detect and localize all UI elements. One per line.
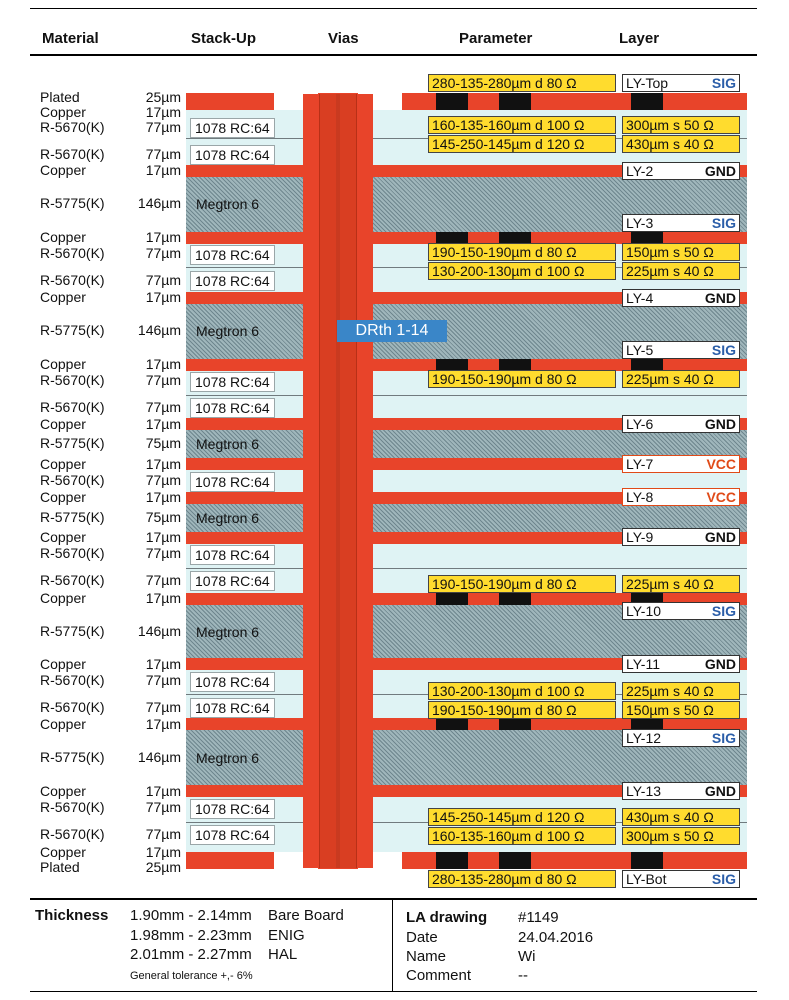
param-single: 430µm s 40 Ω [622,808,740,826]
thickness-label: 17µm [145,844,181,860]
material-label: R-5670(K) [40,399,105,415]
thickness-label: 146µm [137,322,181,338]
param-differential: 190-150-190µm d 80 Ω [428,370,616,388]
layer-name: LY-6 [626,416,654,432]
thickness-label: 17µm [145,590,181,606]
layer-type: GND [704,783,736,799]
trace-pad [436,852,468,869]
date-value: 24.04.2016 [518,929,594,946]
layer-type: GND [704,529,736,545]
param-differential: 280-135-280µm d 80 Ω [428,74,616,92]
thickness-label: 75µm [145,509,181,525]
core-label: Megtron 6 [196,510,260,526]
material-label: R-5670(K) [40,545,105,561]
thickness-label: 17µm [145,289,181,305]
trace-pad [436,593,468,605]
layer-name: LY-8 [626,489,654,505]
core-label: Megtron 6 [196,750,260,766]
footer-rule [30,898,757,900]
layer-type: GND [704,163,736,179]
name-label: Name [406,948,447,965]
param-differential: 145-250-145µm d 120 Ω [428,135,616,153]
param-differential: 190-150-190µm d 80 Ω [428,243,616,261]
layer-box [622,528,740,546]
thickness-finish: HAL [268,946,298,963]
header-parameter: Parameter [459,30,533,47]
material-label: R-5775(K) [40,435,105,451]
param-single: 225µm s 40 Ω [622,370,740,388]
layer-name: LY-Bot [626,871,667,887]
thickness-label: 77µm [145,245,181,261]
layer-box [622,488,740,506]
prepreg-label: 1078 RC:64 [190,372,275,392]
thickness-label: 17µm [145,356,181,372]
bottom-rule [30,991,757,992]
material-label: R-5775(K) [40,623,105,639]
thickness-label: 77µm [145,799,181,815]
param-single: 150µm s 50 Ω [622,701,740,719]
param-differential: 160-135-160µm d 100 Ω [428,827,616,845]
param-differential: 130-200-130µm d 100 Ω [428,262,616,280]
la-drawing-label: LA drawing [406,909,488,926]
layer-name: LY-3 [626,215,654,231]
comment-value: -- [518,967,528,984]
material-label: Plated [40,89,80,105]
layer-box [622,729,740,747]
thickness-label: 77µm [145,272,181,288]
material-label: Copper [40,529,86,545]
material-label: R-5670(K) [40,245,105,261]
thickness-label: 17µm [145,104,181,120]
thickness-label: 17µm [145,656,181,672]
prepreg-label: 1078 RC:64 [190,398,275,418]
material-label: R-5670(K) [40,672,105,688]
la-drawing-value: #1149 [518,909,559,926]
material-label: Copper [40,456,86,472]
layer-box [622,341,740,359]
header-stackup: Stack-Up [191,30,257,47]
material-label: R-5670(K) [40,146,105,162]
layer-name: LY-7 [626,456,654,472]
prepreg-label: 1078 RC:64 [190,825,275,845]
material-label: Copper [40,489,86,505]
thickness-label: 25µm [145,859,181,875]
layer-type: GND [704,290,736,306]
thickness-label: 17µm [145,229,181,245]
material-label: R-5775(K) [40,509,105,525]
thickness-label: 17µm [145,456,181,472]
layer-type: SIG [711,215,736,231]
name-value: Wi [518,948,536,965]
layer-name: LY-13 [626,783,662,799]
thickness-label: 146µm [137,195,181,211]
layer-type: SIG [711,75,736,91]
thickness-label: 17µm [145,416,181,432]
param-single: 225µm s 40 Ω [622,575,740,593]
layer-type: VCC [706,456,736,472]
thickness-label: 17µm [145,162,181,178]
core-label: Megtron 6 [196,323,260,339]
header-layer: Layer [619,30,660,47]
thickness-title: Thickness [35,907,109,924]
thickness-range: 2.01mm - 2.27mm [130,946,252,963]
layer-box [622,415,740,433]
prepreg-label: 1078 RC:64 [190,145,275,165]
thickness-label: 77µm [145,119,181,135]
material-label: Copper [40,716,86,732]
thickness-label: 77µm [145,826,181,842]
prepreg-label: 1078 RC:64 [190,698,275,718]
core-label: Megtron 6 [196,624,260,640]
material-label: Copper [40,844,86,860]
layer-name: LY-10 [626,603,662,619]
material-label: Copper [40,289,86,305]
via-label: DRth 1-14 [337,320,447,342]
layer-box [622,782,740,800]
layer-box [622,602,740,620]
layer-name: LY-5 [626,342,654,358]
thickness-range: 1.98mm - 2.23mm [130,927,252,944]
prepreg-label: 1078 RC:64 [190,571,275,591]
core-layer [186,430,747,458]
material-label: R-5670(K) [40,372,105,388]
param-single: 150µm s 50 Ω [622,243,740,261]
layer-type: SIG [711,603,736,619]
thickness-label: 77µm [145,372,181,388]
param-single: 300µm s 50 Ω [622,116,740,134]
trace-pad [499,593,531,605]
material-label: Copper [40,162,86,178]
trace-pad [631,852,663,869]
layer-name: LY-12 [626,730,662,746]
material-label: Copper [40,356,86,372]
trace-pad [436,718,468,730]
layer-type: SIG [711,871,736,887]
layer-box [622,870,740,888]
layer-type: GND [704,416,736,432]
core-label: Megtron 6 [196,436,260,452]
material-label: R-5670(K) [40,272,105,288]
material-label: Copper [40,416,86,432]
thickness-label: 17µm [145,529,181,545]
header-rule [30,54,757,56]
material-label: Copper [40,656,86,672]
layer-name: LY-9 [626,529,654,545]
layer-box [622,655,740,673]
layer-separator [186,568,747,569]
material-label: R-5775(K) [40,195,105,211]
layer-type: SIG [711,342,736,358]
trace-pad [436,93,468,110]
header-material: Material [42,30,99,47]
date-label: Date [406,929,438,946]
layer-type: GND [704,656,736,672]
param-differential: 145-250-145µm d 120 Ω [428,808,616,826]
material-label: R-5670(K) [40,699,105,715]
material-label: R-5775(K) [40,749,105,765]
material-label: R-5775(K) [40,322,105,338]
material-label: Copper [40,104,86,120]
material-label: R-5670(K) [40,826,105,842]
material-label: R-5670(K) [40,799,105,815]
param-differential: 190-150-190µm d 80 Ω [428,575,616,593]
core-label: Megtron 6 [196,196,260,212]
param-differential: 160-135-160µm d 100 Ω [428,116,616,134]
thickness-finish: ENIG [268,927,305,944]
thickness-label: 17µm [145,783,181,799]
layer-separator [186,395,747,396]
thickness-range: 1.90mm - 2.14mm [130,907,252,924]
prepreg-label: 1078 RC:64 [190,545,275,565]
layer-box [622,289,740,307]
thickness-label: 17µm [145,489,181,505]
thickness-label: 77µm [145,572,181,588]
param-single: 225µm s 40 Ω [622,262,740,280]
layer-type: VCC [706,489,736,505]
material-label: Plated [40,859,80,875]
tolerance-note: General tolerance +,- 6% [130,970,253,982]
thickness-label: 17µm [145,716,181,732]
layer-name: LY-2 [626,163,654,179]
param-differential: 190-150-190µm d 80 Ω [428,701,616,719]
prepreg-label: 1078 RC:64 [190,271,275,291]
material-label: Copper [40,783,86,799]
prepreg-label: 1078 RC:64 [190,799,275,819]
trace-pad [499,718,531,730]
thickness-label: 75µm [145,435,181,451]
material-label: R-5670(K) [40,572,105,588]
layer-name: LY-11 [626,656,660,672]
thickness-label: 77µm [145,146,181,162]
layer-box [622,162,740,180]
layer-box [622,74,740,92]
layer-type: SIG [711,730,736,746]
param-differential: 130-200-130µm d 100 Ω [428,682,616,700]
layer-name: LY-Top [626,75,669,91]
prepreg-label: 1078 RC:64 [190,672,275,692]
trace-pad [499,852,531,869]
trace-pad [631,93,663,110]
material-label: R-5670(K) [40,472,105,488]
footer-divider [392,900,393,992]
layer-name: LY-4 [626,290,654,306]
prepreg-label: 1078 RC:64 [190,245,275,265]
top-rule [30,8,757,9]
param-differential: 280-135-280µm d 80 Ω [428,870,616,888]
thickness-label: 77µm [145,472,181,488]
prepreg-label: 1078 RC:64 [190,472,275,492]
param-single: 430µm s 40 Ω [622,135,740,153]
layer-box [622,214,740,232]
thickness-label: 25µm [145,89,181,105]
thickness-label: 77µm [145,545,181,561]
thickness-label: 146µm [137,623,181,639]
trace-pad [499,93,531,110]
prepreg-label: 1078 RC:64 [190,118,275,138]
thickness-label: 77µm [145,672,181,688]
thickness-label: 146µm [137,749,181,765]
via-center-line [336,94,340,868]
param-single: 225µm s 40 Ω [622,682,740,700]
material-label: Copper [40,590,86,606]
thickness-finish: Bare Board [268,907,344,924]
material-label: Copper [40,229,86,245]
material-label: R-5670(K) [40,119,105,135]
layer-box [622,455,740,473]
comment-label: Comment [406,967,472,984]
thickness-label: 77µm [145,399,181,415]
param-single: 300µm s 50 Ω [622,827,740,845]
thickness-label: 77µm [145,699,181,715]
header-vias: Vias [328,30,359,47]
